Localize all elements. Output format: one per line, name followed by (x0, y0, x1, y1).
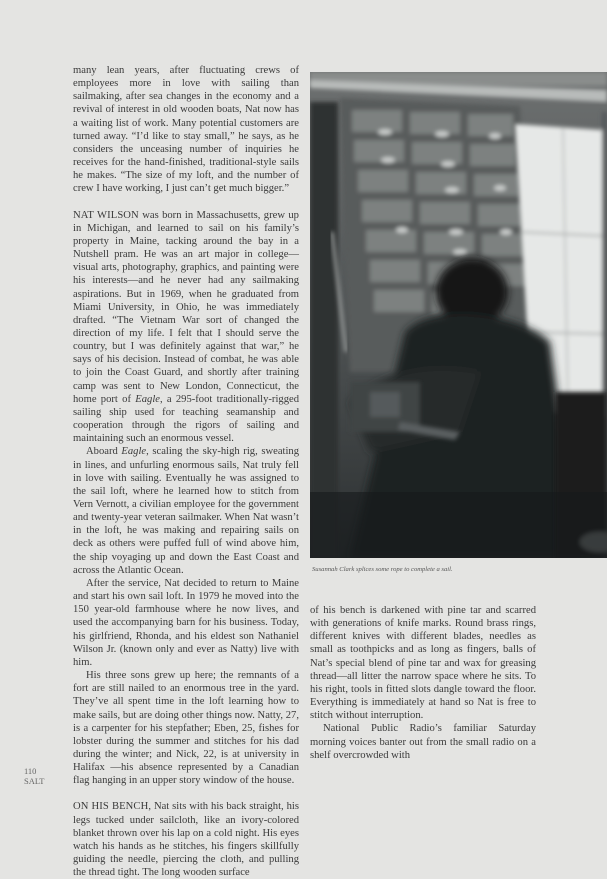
paragraph (73, 445, 299, 577)
publication-name: SALT (24, 775, 45, 786)
paragraph: many lean years, after fluctuating crews of employees more in love with sailing than sailmaking, after sea changes in the economy and a revival of interest in old wooden boats, Nat now has a waiting list of work. Many potential customers are turned away. “I’d like to stay small,” he says, as he considers the unceasing number of inquiries he receives for the hand-finished, traditional-style sails he makes. “The size of my loft, and the number of crew I have working, I just can’t get much bigger.” (73, 65, 299, 195)
page-number: 110 (24, 766, 37, 776)
paragraph-text: , a 295-foot traditionally-rigged sailing ship used for teaching seamanship and cooperation through the rigors of sailing and maintaining such an enormous vessel. (73, 393, 299, 445)
paragraph-text: Aboard (86, 446, 122, 458)
paragraph-text: , scaling the sky-high rig, sweating in lines, and unfurling enormous sails, Nat truly fell in love with sailing. Eventually he was assigned to the sail loft, where he learned how to stitch from Vern Vernott, a civilian employee for the government and twenty-year veteran sailmaker. When Nat wasn’t in the loft, he was making and repairing sails on deck as others were puffed full of wind above him, the ship voyaging up and down the East Coast and across the Atlantic Ocean. (73, 446, 299, 576)
ship-name: Eagle (135, 393, 160, 405)
paragraph: of his bench is darkened with pine tar and scarred with generations of knife marks. Round brass rings, different knives with different blades, needles as small as toothpicks and as long as fingers, balls of Nat’s special blend of pine tar and wax for greasing thread—all litter the narrow space where he sits. To his right, tools in fitted slots dangle toward the floor. Everything is immediately at hand so Nat is free to stitch without interruption. (310, 605, 536, 722)
paragraph-text: was born in Massachusetts, grew up in Michigan, and learned to sail on his family’s property in Maine, tacking around the bay in a Nutshell pram. He was an art major in college—visual arts, photography, graphics, and painting were his interests—and he never had any sailmaking aspirations. But in 1969, when he graduated from Miami University, in Ohio, he was immediately drafted. “The Vietnam War sort of changed the direction of my life. I felt that I should serve the country, but I was definitely against that war,” he says of his decision. Instead of combat, he was able to join the Coast Guard, and shortly after training camp was sent to New London, Connecticut, the home port of (73, 209, 299, 405)
paragraph (73, 800, 299, 879)
ship-name: Eagle (121, 446, 147, 458)
photo-caption: Susannah Clark splices some rope to complete a sail. (312, 566, 453, 573)
section-lead-in: ON HIS BENCH (73, 801, 149, 813)
left-text-column (73, 64, 299, 879)
section-lead-in: NAT WILSON (73, 209, 139, 221)
paragraph: His three sons grew up here; the remnants of a fort are still nailed to an enormous tree in the yard. They’ve all spent time in the loft learning how to make sails, but are doing other things now. Natty, 27, is a carpenter for his stepfather; Eben, 25, fishes for lobster during the summer and stitches for his dad during the winter; and Nick, 22, is at university in Halifax —his absence represented by a Canadian flag hanging in an upper story window of the house. (73, 670, 299, 787)
paragraph: After the service, Nat decided to return to Maine and start his own sail loft. In 1979 he moved into the 150 year-old farmhouse where he now lives, and used the accompanying barn for his business. Today, his girlfriend, Rhonda, and his eldest son Nathaniel Wilson Jr. (known only and ever as Natty) live with him. (73, 577, 299, 668)
paragraph: National Public Radio’s familiar Saturday morning voices banter out from the small radio on a shelf overcrowded with (310, 723, 536, 761)
paragraph (73, 209, 299, 446)
page-folio (24, 767, 44, 786)
right-text-column (310, 604, 536, 762)
photo-image (310, 72, 607, 558)
photograph (310, 72, 607, 558)
paragraph-text: , Nat sits with his back straight, his legs tucked under sailcloth, like an ivory-colored blanket thrown over his lap on a cold night. His eyes watch his hands as he stitches, his fingers skillfully guiding the needle, piercing the cloth, and pulling the thread tight. The long wooden surface (73, 801, 299, 879)
